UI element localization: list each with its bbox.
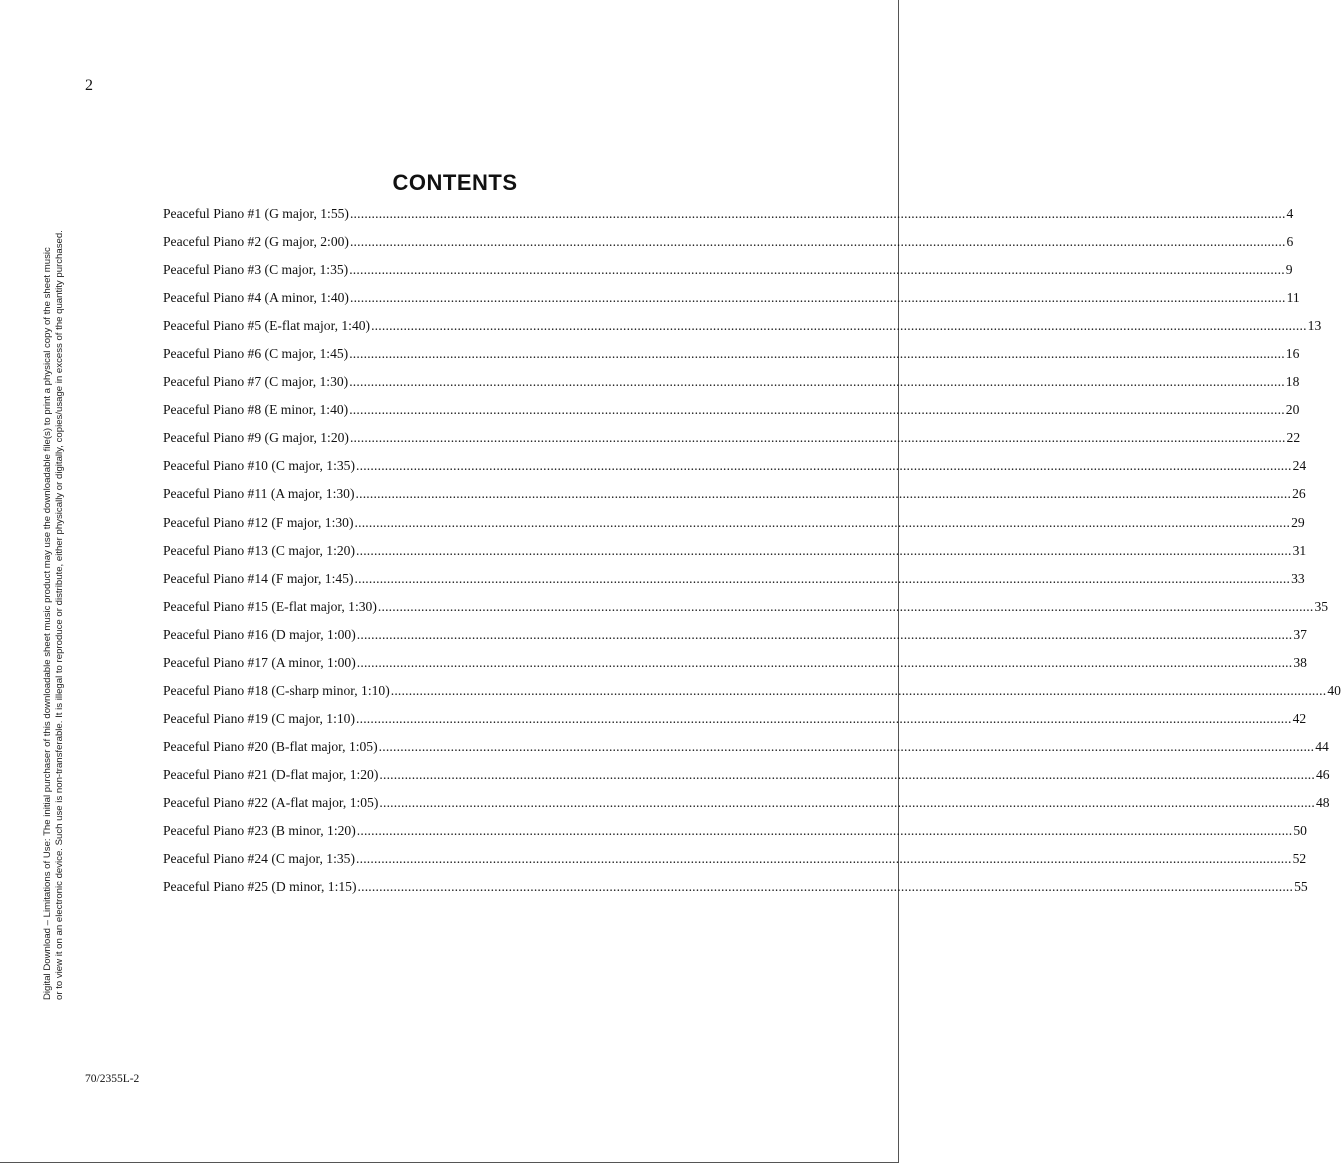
entry-title: Peaceful Piano #15 (E-flat major, 1:30): [163, 598, 377, 614]
entry-page-number: 20: [1285, 402, 1300, 418]
dot-leader: ....................................................................................................................................................................................................................................................................: [371, 318, 1307, 334]
entry-page-number: 42: [1292, 710, 1307, 726]
entry-title: Peaceful Piano #19 (C major, 1:10): [163, 710, 355, 726]
entry-page-number: 40: [1327, 682, 1341, 698]
entry-page-number: 22: [1286, 430, 1301, 446]
page-title: CONTENTS: [392, 170, 518, 195]
dot-leader: ....................................................................................................................................................................................................................................................................: [356, 823, 1293, 839]
dot-leader: ....................................................................................................................................................................................................................................................................: [355, 486, 1292, 502]
entry-title: Peaceful Piano #7 (C major, 1:30): [163, 374, 349, 390]
entry-title: Peaceful Piano #1 (G major, 1:55): [163, 206, 349, 221]
entry-title: Peaceful Piano #5 (E-flat major, 1:40): [163, 318, 371, 334]
contents-entry[interactable]: [163, 318, 1322, 346]
entry-page-number: 50: [1293, 823, 1307, 839]
entry-title: Peaceful Piano #9 (G major, 1:20): [163, 430, 349, 446]
entry-page-number: 13: [1307, 318, 1322, 334]
contents-entry[interactable]: [163, 542, 1307, 571]
contents-entry[interactable]: [163, 402, 1300, 430]
entry-title: Peaceful Piano #3 (C major, 1:35): [163, 262, 349, 278]
contents-list: [163, 206, 1341, 907]
entry-title: Peaceful Piano #25 (D minor, 1:15): [163, 879, 357, 895]
entry-title: Peaceful Piano #22 (A-flat major, 1:05): [163, 794, 379, 810]
entry-title: Peaceful Piano #11 (A major, 1:30): [163, 486, 355, 502]
entry-title: Peaceful Piano #8 (E minor, 1:40): [163, 402, 349, 418]
dot-leader: ....................................................................................................................................................................................................................................................................: [349, 346, 1285, 362]
entry-title: Peaceful Piano #23 (B minor, 1:20): [163, 823, 356, 839]
contents-entry[interactable]: [163, 206, 1294, 234]
dot-leader: ....................................................................................................................................................................................................................................................................: [349, 374, 1285, 390]
contents-entry[interactable]: [163, 654, 1307, 683]
contents-entry[interactable]: [163, 879, 1308, 907]
contents-entry[interactable]: [163, 570, 1305, 599]
contents-entry[interactable]: [163, 430, 1301, 458]
entry-title: Peaceful Piano #16 (D major, 1:00): [163, 626, 356, 642]
dot-leader: ....................................................................................................................................................................................................................................................................: [349, 234, 1286, 250]
dot-leader: ....................................................................................................................................................................................................................................................................: [377, 598, 1314, 614]
entry-page-number: 9: [1285, 262, 1293, 278]
dot-leader: ....................................................................................................................................................................................................................................................................: [356, 458, 1292, 474]
dot-leader: ....................................................................................................................................................................................................................................................................: [356, 851, 1292, 867]
entry-page-number: 11: [1286, 290, 1300, 306]
dot-leader: ....................................................................................................................................................................................................................................................................: [349, 402, 1285, 418]
usage-notice: [42, 160, 65, 1000]
entry-title: Peaceful Piano #6 (C major, 1:45): [163, 346, 349, 362]
entry-title: Peaceful Piano #2 (G major, 2:00): [163, 234, 349, 250]
dot-leader: ....................................................................................................................................................................................................................................................................: [390, 682, 1327, 698]
entry-page-number: 44: [1315, 738, 1329, 754]
entry-title: Peaceful Piano #24 (C major, 1:35): [163, 851, 355, 867]
entry-title: Peaceful Piano #4 (A minor, 1:40): [163, 290, 349, 306]
usage-notice-line-1: Digital Download – Limitations of Use: The initial purchaser of this downloadable sheet music product may use the downloadable file(s) to print a physical copy of the sheet music: [42, 247, 53, 1000]
contents-entry[interactable]: [163, 710, 1307, 739]
dot-leader: ....................................................................................................................................................................................................................................................................: [349, 206, 1286, 221]
entry-page-number: 37: [1293, 626, 1307, 642]
dot-leader: ....................................................................................................................................................................................................................................................................: [378, 738, 1315, 754]
dot-leader: ....................................................................................................................................................................................................................................................................: [379, 794, 1315, 810]
contents-entry[interactable]: [163, 262, 1293, 290]
entry-page-number: 46: [1315, 766, 1330, 782]
dot-leader: ....................................................................................................................................................................................................................................................................: [357, 879, 1294, 895]
dot-leader: ....................................................................................................................................................................................................................................................................: [356, 542, 1292, 558]
contents-entry[interactable]: [163, 794, 1330, 823]
entry-page-number: 55: [1294, 879, 1308, 895]
entry-page-number: 16: [1285, 346, 1300, 362]
entry-page-number: 4: [1286, 206, 1294, 221]
dot-leader: ....................................................................................................................................................................................................................................................................: [356, 654, 1293, 670]
entry-page-number: 18: [1285, 374, 1300, 390]
entry-title: Peaceful Piano #14 (F major, 1:45): [163, 570, 354, 586]
entry-page-number: 26: [1292, 486, 1306, 502]
entry-title: Peaceful Piano #13 (C major, 1:20): [163, 542, 355, 558]
entry-page-number: 24: [1292, 458, 1307, 474]
contents-entry[interactable]: [163, 823, 1307, 851]
dot-leader: ....................................................................................................................................................................................................................................................................: [379, 766, 1315, 782]
dot-leader: ....................................................................................................................................................................................................................................................................: [349, 290, 1286, 306]
catalog-number: 70/2355L-2: [85, 1073, 140, 1085]
contents-entry[interactable]: [163, 374, 1300, 402]
entry-title: Peaceful Piano #18 (C-sharp minor, 1:10): [163, 682, 390, 698]
dot-leader: ....................................................................................................................................................................................................................................................................: [356, 710, 1292, 726]
entry-page-number: 52: [1292, 851, 1307, 867]
entry-title: Peaceful Piano #21 (D-flat major, 1:20): [163, 766, 379, 782]
dot-leader: ....................................................................................................................................................................................................................................................................: [354, 570, 1291, 586]
contents-entry[interactable]: [163, 682, 1341, 711]
contents-entry[interactable]: [163, 346, 1300, 374]
contents-entry[interactable]: [163, 486, 1306, 514]
dot-leader: ....................................................................................................................................................................................................................................................................: [349, 262, 1285, 278]
entry-page-number: 48: [1315, 794, 1330, 810]
entry-title: Peaceful Piano #10 (C major, 1:35): [163, 458, 355, 474]
contents-entry[interactable]: [163, 766, 1330, 795]
entry-page-number: 6: [1286, 234, 1294, 250]
entry-page-number: 33: [1291, 570, 1305, 586]
contents-entry[interactable]: [163, 290, 1300, 318]
contents-entry[interactable]: [163, 738, 1329, 767]
entry-title: Peaceful Piano #12 (F major, 1:30): [163, 514, 354, 530]
contents-entry[interactable]: [163, 458, 1307, 486]
dot-leader: ....................................................................................................................................................................................................................................................................: [354, 514, 1291, 530]
contents-entry[interactable]: [163, 514, 1305, 543]
entry-page-number: 35: [1314, 598, 1329, 614]
entry-title: Peaceful Piano #17 (A minor, 1:00): [163, 654, 356, 670]
entry-page-number: 38: [1293, 654, 1307, 670]
entry-page-number: 29: [1291, 514, 1305, 530]
contents-entry[interactable]: [163, 626, 1307, 655]
contents-entry[interactable]: [163, 851, 1307, 879]
entry-title: Peaceful Piano #20 (B-flat major, 1:05): [163, 738, 378, 754]
usage-notice-line-2: or to view it on an electronic device. Such use is non-transferable. It is illegal to reproduce or distribute, either physically or digitally, copies/usage in excess of the quantity purchased.: [53, 230, 65, 1000]
dot-leader: ....................................................................................................................................................................................................................................................................: [349, 430, 1286, 446]
entry-page-number: 31: [1292, 542, 1307, 558]
contents-entry[interactable]: [163, 598, 1329, 627]
dot-leader: ....................................................................................................................................................................................................................................................................: [356, 626, 1293, 642]
contents-entry[interactable]: [163, 234, 1294, 262]
page-number: 2: [85, 77, 93, 94]
